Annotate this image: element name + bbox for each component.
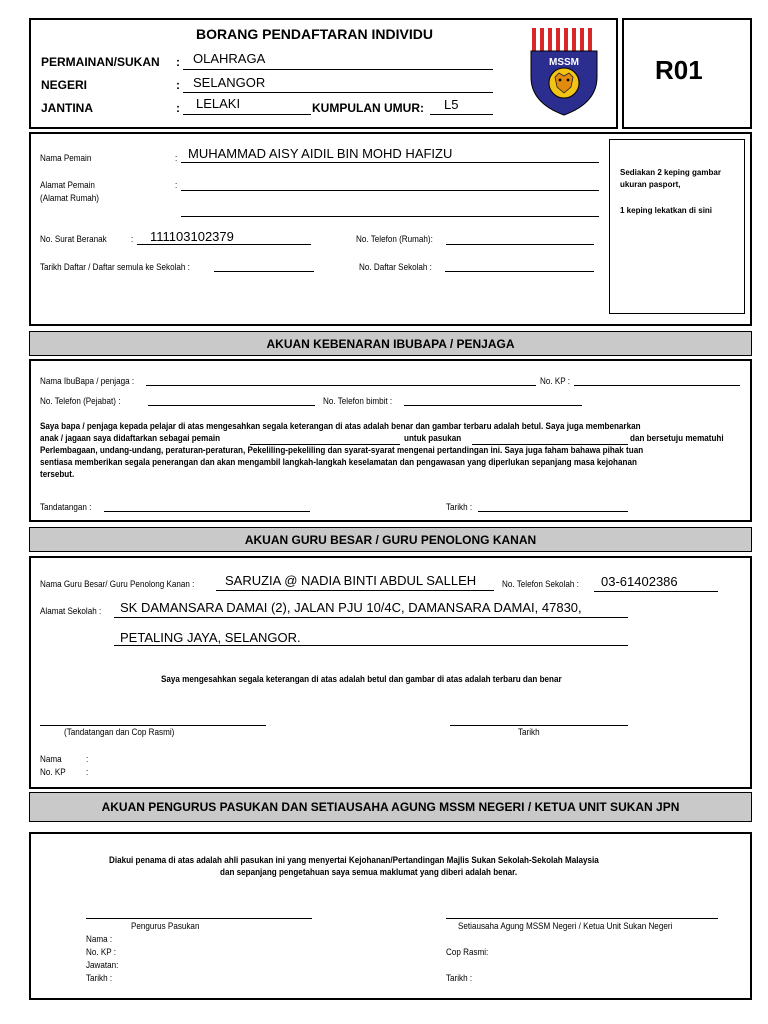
- hm-name-line: [216, 590, 494, 591]
- register-date-label: Tarikh Daftar / Daftar semula ke Sekolah :: [40, 262, 190, 272]
- headmaster-band: [29, 527, 752, 552]
- hm-address-rule-1: [114, 617, 628, 618]
- birth-cert-colon: :: [131, 234, 134, 244]
- parent-declaration-4: sentiasa memberikan segala penerangan dan akan mengambil langkah-langkah keselamatan dan pengawasan yang diperlukan sepanjang masa kejohanan: [40, 457, 637, 467]
- birth-cert-value[interactable]: 111103102379: [150, 229, 234, 244]
- player-address-label: Alamat Pemain: [40, 180, 95, 190]
- birth-cert-line: [137, 244, 311, 245]
- school-reg-line[interactable]: [445, 271, 594, 272]
- manager-band-title: AKUAN PENGURUS PASUKAN DAN SETIAUSAHA AGUNG MSSM NEGERI / KETUA UNIT SUKAN JPN: [101, 800, 680, 814]
- mssm-logo: [528, 25, 600, 117]
- logo-stripes: [531, 28, 597, 53]
- team-manager-signature-line[interactable]: [86, 918, 312, 919]
- secretary-stamp-label: Cop Rasmi:: [446, 947, 489, 957]
- age-group-label: KUMPULAN UMUR:: [312, 101, 424, 115]
- parent-ic-label: No. KP :: [540, 376, 571, 386]
- birth-cert-label: No. Surat Beranak: [40, 234, 107, 244]
- parent-declaration-5: tersebut.: [40, 469, 75, 479]
- parent-declaration-2c: dan bersetuju mematuhi: [630, 433, 724, 443]
- manager-position-label: Jawatan:: [86, 960, 119, 970]
- photo-box[interactable]: [609, 139, 745, 314]
- form-code: R01: [655, 55, 703, 85]
- parent-ic-line[interactable]: [574, 385, 740, 386]
- hm-date-line[interactable]: [450, 725, 628, 726]
- secretary-signature-line[interactable]: [446, 918, 718, 919]
- parent-name-label: Nama IbuBapa / penjaga :: [40, 376, 135, 386]
- sport-line: [183, 69, 493, 70]
- hm-address-line-1[interactable]: SK DAMANSARA DAMAI (2), JALAN PJU 10/4C, DAMANSARA DAMAI, 47830,: [120, 600, 582, 615]
- headmaster-band-title: AKUAN GURU BESAR / GURU PENOLONG KANAN: [244, 532, 537, 547]
- parent-declaration-2b: untuk pasukan: [404, 433, 462, 443]
- parent-date-line[interactable]: [478, 511, 628, 512]
- parent-declaration-1: Saya bapa / penjaga kepada pelajar di atas mengesahkan segala keterangan di atas adalah benar dan gambar terbaru adalah betul. Saya juga membenarkan: [40, 421, 641, 431]
- hm-phone-line: [594, 591, 718, 592]
- sport-value[interactable]: OLAHRAGA: [193, 51, 266, 66]
- player-name-line: [181, 162, 599, 163]
- photo-note-2: ukuran pasport,: [620, 180, 681, 189]
- gender-value[interactable]: LELAKI: [196, 96, 241, 111]
- manager-band: [29, 792, 752, 822]
- hm-declaration: Saya mengesahkan segala keterangan di atas adalah betul dan gambar di atas adalah terbaru dan benar: [161, 674, 562, 684]
- mobile-label: No. Telefon bimbit :: [323, 396, 393, 406]
- player-address-sub-label: (Alamat Rumah): [40, 193, 99, 203]
- mobile-line[interactable]: [404, 405, 582, 406]
- hm-ic-field-label: No. KP: [40, 767, 66, 777]
- hm-phone-label: No. Telefon Sekolah :: [502, 579, 579, 589]
- parent-declaration-2a: anak / jagaan saya didaftarkan sebagai pemain: [40, 433, 221, 443]
- sport-colon: :: [176, 55, 180, 69]
- player-address-colon: :: [175, 180, 178, 190]
- parent-signature-label: Tandatangan :: [40, 502, 92, 512]
- hm-signature-label: (Tandatangan dan Cop Rasmi): [64, 727, 175, 737]
- gender-label: JANTINA: [41, 101, 94, 115]
- state-colon: :: [176, 78, 180, 92]
- manager-ic-label: No. KP :: [86, 947, 117, 957]
- manager-name-label: Nama :: [86, 934, 113, 944]
- hm-address-line-2[interactable]: PETALING JAYA, SELANGOR.: [120, 630, 301, 645]
- sport-label: PERMAINAN/SUKAN: [41, 55, 160, 69]
- parent-signature-line[interactable]: [104, 511, 310, 512]
- manager-declaration-2: dan sepanjang pengetahuan saya semua maklumat yang diberi adalah benar.: [220, 867, 518, 877]
- register-date-line[interactable]: [214, 271, 314, 272]
- hm-phone-value[interactable]: 03-61402386: [601, 574, 678, 589]
- manager-declaration-1: Diakui penama di atas adalah ahli pasukan ini yang menyertai Kejohanan/Pertandingan Majlis Sukan Sekolah-Sekolah Malaysia: [109, 855, 599, 865]
- home-phone-label: No. Telefon (Rumah):: [356, 234, 433, 244]
- player-address-line-1[interactable]: [181, 190, 599, 191]
- hm-name-field-label: Nama: [40, 754, 62, 764]
- secretary-date-label: Tarikh :: [446, 973, 473, 983]
- manager-date-label: Tarikh :: [86, 973, 113, 983]
- parent-band-title: AKUAN KEBENARAN IBUBAPA / PENJAGA: [266, 336, 515, 351]
- parent-declaration-3: Perlembagaan, undang-undang, peraturan-peraturan, Pekeliling-pekeliling dan syarat-syarat mengenai pertandingan ini. Saya juga faham bahawa pihak tuan: [40, 445, 644, 455]
- state-label: NEGERI: [41, 78, 88, 92]
- hm-address-label: Alamat Sekolah :: [40, 606, 102, 616]
- form-title: BORANG PENDAFTARAN INDIVIDU: [196, 26, 433, 42]
- parent-band: [29, 331, 752, 356]
- hm-date-label: Tarikh: [518, 727, 540, 737]
- team-manager-label: Pengurus Pasukan: [131, 921, 200, 931]
- photo-note-1: Sediakan 2 keping gambar: [620, 168, 721, 177]
- hm-name-field-colon: :: [86, 754, 89, 764]
- office-phone-label: No. Telefon (Pejabat) :: [40, 396, 121, 406]
- secretary-label: Setiausaha Agung MSSM Negeri / Ketua Unit Sukan Negeri: [458, 921, 673, 931]
- hm-name-label: Nama Guru Besar/ Guru Penolong Kanan :: [40, 579, 195, 589]
- player-address-line-2[interactable]: [181, 216, 599, 217]
- state-value[interactable]: SELANGOR: [193, 75, 266, 90]
- player-name-colon: :: [175, 153, 178, 163]
- state-line: [183, 92, 493, 93]
- player-name-label: Nama Pemain: [40, 153, 92, 163]
- hm-ic-field-colon: :: [86, 767, 89, 777]
- player-name-value[interactable]: MUHAMMAD AISY AIDIL BIN MOHD HAFIZU: [188, 146, 453, 161]
- hm-name-value[interactable]: SARUZIA @ NADIA BINTI ABDUL SALLEH: [225, 573, 477, 588]
- office-phone-line[interactable]: [148, 405, 315, 406]
- age-group-line: [430, 114, 493, 115]
- logo-text: MSSM: [549, 57, 579, 68]
- photo-note-3: 1 keping lekatkan di sini: [620, 206, 713, 215]
- hm-signature-line[interactable]: [40, 725, 266, 726]
- school-reg-label: No. Daftar Sekolah :: [359, 262, 432, 272]
- age-group-value[interactable]: L5: [444, 97, 459, 112]
- parent-date-label: Tarikh :: [446, 502, 473, 512]
- hm-address-rule-2: [114, 645, 628, 646]
- gender-line: [183, 114, 311, 115]
- gender-colon: :: [176, 101, 180, 115]
- home-phone-line[interactable]: [446, 244, 594, 245]
- parent-name-line[interactable]: [146, 385, 536, 386]
